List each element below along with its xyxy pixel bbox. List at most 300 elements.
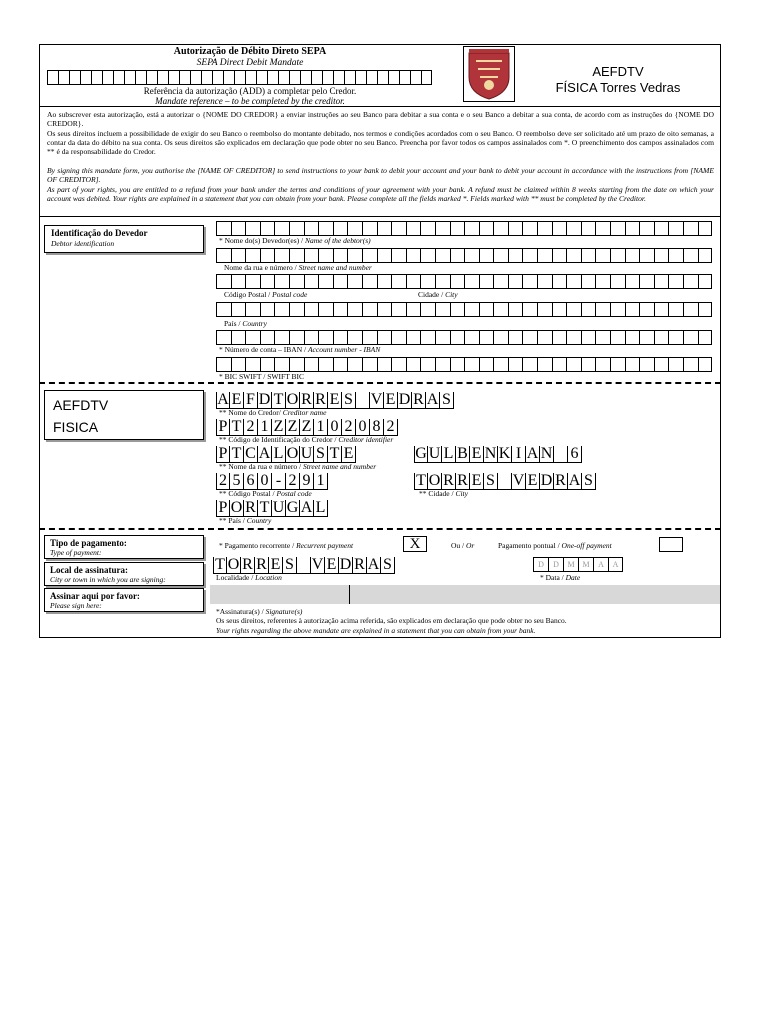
input-cell[interactable]: [508, 357, 523, 372]
input-cell[interactable]: [683, 302, 698, 317]
input-cell[interactable]: [333, 221, 348, 236]
input-cell[interactable]: [318, 274, 333, 289]
input-cell[interactable]: [581, 274, 596, 289]
input-cell[interactable]: [406, 302, 421, 317]
input-cell[interactable]: [216, 330, 231, 345]
input-cell[interactable]: [610, 302, 625, 317]
input-cell[interactable]: [552, 221, 567, 236]
input-cell[interactable]: [223, 70, 234, 85]
input-cell[interactable]: [698, 302, 713, 317]
date-cell[interactable]: M: [563, 557, 578, 572]
input-cell[interactable]: [274, 221, 289, 236]
input-cell[interactable]: [366, 70, 377, 85]
input-cell[interactable]: [450, 302, 465, 317]
input-cell[interactable]: [201, 70, 212, 85]
input-cell[interactable]: [216, 302, 231, 317]
char-cell: D: [398, 391, 411, 408]
input-cell[interactable]: [420, 221, 435, 236]
input-cell[interactable]: [654, 302, 669, 317]
debtor-name-input-2[interactable]: [216, 248, 712, 263]
input-cell[interactable]: [406, 357, 421, 372]
input-cell[interactable]: [625, 302, 640, 317]
input-cell[interactable]: [625, 357, 640, 372]
input-cell[interactable]: [260, 357, 275, 372]
input-cell[interactable]: [668, 330, 683, 345]
input-cell[interactable]: [522, 221, 537, 236]
input-cell[interactable]: [333, 357, 348, 372]
char-cell: A: [217, 391, 229, 408]
char-cell: V: [370, 391, 383, 408]
input-cell[interactable]: [639, 221, 654, 236]
mandate-reference-field[interactable]: [47, 70, 432, 85]
debtor-bic-input[interactable]: [216, 357, 712, 372]
input-cell[interactable]: [231, 248, 246, 263]
input-cell[interactable]: [377, 248, 392, 263]
input-cell[interactable]: [406, 274, 421, 289]
input-cell[interactable]: [333, 70, 344, 85]
input-cell[interactable]: [654, 274, 669, 289]
input-cell[interactable]: [479, 221, 494, 236]
form-title: Autorização de Débito Direto SEPA: [173, 46, 327, 57]
input-cell[interactable]: [274, 248, 289, 263]
input-cell[interactable]: [581, 248, 596, 263]
input-cell[interactable]: [698, 330, 713, 345]
input-cell[interactable]: [212, 70, 223, 85]
debtor-postal-label: Código Postal / Postal code: [224, 290, 308, 299]
input-cell[interactable]: [464, 330, 479, 345]
recurrent-payment-checkbox[interactable]: X: [403, 536, 427, 552]
input-cell[interactable]: [610, 274, 625, 289]
input-cell[interactable]: [698, 274, 713, 289]
char-cell: V: [512, 472, 525, 489]
debtor-postal-city-input[interactable]: [216, 302, 712, 317]
input-cell[interactable]: [377, 330, 392, 345]
input-cell[interactable]: [479, 302, 494, 317]
input-cell[interactable]: [508, 330, 523, 345]
input-cell[interactable]: [362, 274, 377, 289]
signature-divider: [349, 585, 350, 604]
input-cell[interactable]: [157, 70, 168, 85]
input-cell[interactable]: [435, 357, 450, 372]
input-cell[interactable]: [595, 248, 610, 263]
creditor-country-label: ** País / Country: [219, 516, 272, 525]
input-cell[interactable]: [654, 248, 669, 263]
input-cell[interactable]: [683, 274, 698, 289]
input-cell[interactable]: [80, 70, 91, 85]
input-cell[interactable]: [399, 70, 410, 85]
input-cell[interactable]: [581, 302, 596, 317]
input-cell[interactable]: [450, 274, 465, 289]
char-cell: T: [258, 500, 272, 517]
input-cell[interactable]: [391, 274, 406, 289]
input-cell[interactable]: [566, 248, 581, 263]
input-cell[interactable]: [493, 248, 508, 263]
input-cell[interactable]: [668, 248, 683, 263]
input-cell[interactable]: [479, 248, 494, 263]
input-cell[interactable]: [479, 330, 494, 345]
input-cell[interactable]: [289, 248, 304, 263]
char-cell: Z: [300, 419, 314, 436]
input-cell[interactable]: [179, 70, 190, 85]
input-cell[interactable]: [190, 70, 201, 85]
input-cell[interactable]: [260, 330, 275, 345]
input-cell[interactable]: [267, 70, 278, 85]
input-cell[interactable]: [135, 70, 146, 85]
signature-area[interactable]: [210, 585, 720, 604]
input-cell[interactable]: [683, 248, 698, 263]
char-cell: 6: [568, 446, 582, 463]
input-cell[interactable]: [347, 302, 362, 317]
input-cell[interactable]: [610, 248, 625, 263]
input-cell[interactable]: [610, 357, 625, 372]
input-cell[interactable]: [406, 248, 421, 263]
input-cell[interactable]: [391, 302, 406, 317]
input-cell[interactable]: [113, 70, 124, 85]
input-cell[interactable]: [274, 330, 289, 345]
creditor-street-label: ** Nome da rua e número / Street name and number: [219, 462, 377, 471]
input-cell[interactable]: [274, 357, 289, 372]
input-cell[interactable]: [420, 302, 435, 317]
input-cell[interactable]: [377, 274, 392, 289]
input-cell[interactable]: [420, 330, 435, 345]
input-cell[interactable]: [450, 357, 465, 372]
input-cell[interactable]: [508, 248, 523, 263]
input-cell[interactable]: [289, 302, 304, 317]
input-cell[interactable]: [464, 248, 479, 263]
input-cell[interactable]: [245, 221, 260, 236]
creditor-id-value: [216, 419, 398, 435]
input-cell[interactable]: [245, 330, 260, 345]
input-cell[interactable]: [522, 302, 537, 317]
input-cell[interactable]: [311, 70, 322, 85]
input-cell[interactable]: [318, 302, 333, 317]
input-cell[interactable]: [537, 248, 552, 263]
input-cell[interactable]: [260, 302, 275, 317]
input-cell[interactable]: [493, 274, 508, 289]
input-cell[interactable]: [493, 221, 508, 236]
input-cell[interactable]: [450, 330, 465, 345]
creditor-postal-label: ** Código Postal / Postal code: [219, 489, 312, 498]
debtor-iban-input[interactable]: [216, 330, 712, 345]
input-cell[interactable]: [420, 357, 435, 372]
input-cell[interactable]: [245, 357, 260, 372]
input-cell[interactable]: [668, 274, 683, 289]
char-cell: R: [241, 557, 255, 574]
input-cell[interactable]: [522, 330, 537, 345]
input-cell[interactable]: [639, 302, 654, 317]
input-cell[interactable]: [581, 357, 596, 372]
input-cell[interactable]: [216, 357, 231, 372]
input-cell[interactable]: [410, 70, 421, 85]
input-cell[interactable]: [537, 330, 552, 345]
input-cell[interactable]: [304, 274, 319, 289]
char-cell: 2: [384, 419, 398, 436]
input-cell[interactable]: [69, 70, 80, 85]
input-cell[interactable]: [479, 357, 494, 372]
input-cell[interactable]: [102, 70, 113, 85]
char-cell: E: [470, 473, 484, 490]
input-cell[interactable]: [683, 221, 698, 236]
debtor-section-sub: Debtor identification: [51, 239, 115, 248]
input-cell[interactable]: [304, 330, 319, 345]
input-cell[interactable]: [595, 302, 610, 317]
char-cell: T: [230, 446, 244, 463]
debtor-section-title: Identificação do Devedor: [51, 228, 148, 238]
input-cell[interactable]: [552, 248, 567, 263]
input-cell[interactable]: [479, 274, 494, 289]
input-cell[interactable]: [344, 70, 355, 85]
input-cell[interactable]: [274, 274, 289, 289]
input-cell[interactable]: [362, 330, 377, 345]
char-cell: T: [213, 557, 227, 574]
input-cell[interactable]: [698, 357, 713, 372]
input-cell[interactable]: [581, 330, 596, 345]
input-cell[interactable]: [231, 274, 246, 289]
input-cell[interactable]: [552, 302, 567, 317]
input-cell[interactable]: [245, 274, 260, 289]
input-cell[interactable]: [231, 330, 246, 345]
input-cell[interactable]: [639, 248, 654, 263]
input-cell[interactable]: [333, 274, 348, 289]
intro-pt-1: Ao subscrever esta autorização, está a autorizar o {NOME DO CREDOR} a enviar instruções ao seu Banco para debitar a sua conta e o seu Banco a debitar a sua conta, de acordo com as instruções do {NOME DO CREDOR}.: [47, 110, 714, 129]
input-cell[interactable]: [537, 302, 552, 317]
input-cell[interactable]: [362, 357, 377, 372]
input-cell[interactable]: [245, 248, 260, 263]
input-cell[interactable]: [639, 274, 654, 289]
input-cell[interactable]: [347, 274, 362, 289]
input-cell[interactable]: [234, 70, 245, 85]
input-cell[interactable]: [216, 248, 231, 263]
input-cell[interactable]: [698, 221, 713, 236]
input-cell[interactable]: [522, 274, 537, 289]
input-cell[interactable]: [435, 248, 450, 263]
input-cell[interactable]: [391, 357, 406, 372]
input-cell[interactable]: [245, 70, 256, 85]
char-cell: 1: [258, 419, 272, 436]
input-cell[interactable]: [47, 70, 58, 85]
char-cell: C: [244, 446, 258, 463]
input-cell[interactable]: [377, 357, 392, 372]
input-cell[interactable]: [595, 221, 610, 236]
signing-place-title: Local de assinatura:: [50, 565, 129, 575]
input-cell[interactable]: [522, 248, 537, 263]
char-cell: S: [484, 473, 498, 490]
input-cell[interactable]: [537, 274, 552, 289]
char-cell: F: [244, 392, 258, 409]
input-cell[interactable]: [260, 221, 275, 236]
date-input[interactable]: [533, 557, 623, 572]
input-cell[interactable]: [625, 330, 640, 345]
date-cell[interactable]: A: [593, 557, 608, 572]
input-cell[interactable]: [347, 357, 362, 372]
input-cell[interactable]: [668, 357, 683, 372]
oneoff-payment-checkbox[interactable]: [659, 537, 683, 552]
input-cell[interactable]: [625, 221, 640, 236]
char-cell: R: [244, 500, 258, 517]
input-cell[interactable]: [537, 357, 552, 372]
input-cell[interactable]: [552, 330, 567, 345]
input-cell[interactable]: [625, 274, 640, 289]
char-cell: 9: [300, 473, 314, 490]
input-cell[interactable]: [333, 330, 348, 345]
input-cell[interactable]: [377, 302, 392, 317]
input-cell[interactable]: [289, 357, 304, 372]
input-cell[interactable]: [289, 221, 304, 236]
input-cell[interactable]: [508, 221, 523, 236]
creditor-country-value: [216, 500, 328, 516]
input-cell[interactable]: [168, 70, 179, 85]
input-cell[interactable]: [304, 248, 319, 263]
char-cell: T: [414, 473, 428, 490]
input-cell[interactable]: [304, 357, 319, 372]
date-cell[interactable]: D: [548, 557, 563, 572]
input-cell[interactable]: [318, 221, 333, 236]
input-cell[interactable]: [377, 221, 392, 236]
input-cell[interactable]: [58, 70, 69, 85]
input-cell[interactable]: [124, 70, 135, 85]
input-cell[interactable]: [322, 70, 333, 85]
sign-here-sub: Please sign here:: [50, 601, 102, 610]
input-cell[interactable]: [231, 302, 246, 317]
input-cell[interactable]: [289, 70, 300, 85]
input-cell[interactable]: [318, 330, 333, 345]
input-cell[interactable]: [464, 274, 479, 289]
input-cell[interactable]: [435, 302, 450, 317]
input-cell[interactable]: [406, 330, 421, 345]
input-cell[interactable]: [347, 248, 362, 263]
input-cell[interactable]: [464, 221, 479, 236]
input-cell[interactable]: [668, 302, 683, 317]
input-cell[interactable]: [304, 221, 319, 236]
input-cell[interactable]: [377, 70, 388, 85]
input-cell[interactable]: [552, 274, 567, 289]
input-cell[interactable]: [260, 248, 275, 263]
input-cell[interactable]: [231, 357, 246, 372]
date-cell[interactable]: D: [533, 557, 548, 572]
input-cell[interactable]: [91, 70, 102, 85]
input-cell[interactable]: [333, 248, 348, 263]
input-cell[interactable]: [595, 330, 610, 345]
input-cell[interactable]: [435, 221, 450, 236]
input-cell[interactable]: [347, 221, 362, 236]
input-cell[interactable]: [464, 302, 479, 317]
input-cell[interactable]: [245, 302, 260, 317]
input-cell[interactable]: [278, 70, 289, 85]
input-cell[interactable]: [362, 221, 377, 236]
debtor-bic-label: * BIC SWIFT / SWIFT BIC: [219, 372, 304, 381]
input-cell[interactable]: [493, 330, 508, 345]
date-cell[interactable]: M: [578, 557, 593, 572]
input-cell[interactable]: [318, 248, 333, 263]
input-cell[interactable]: [406, 221, 421, 236]
char-cell: -: [272, 473, 286, 490]
creditor-name-label: ** Nome do Credor/ Creditor name: [219, 408, 327, 417]
input-cell[interactable]: [493, 357, 508, 372]
input-cell[interactable]: [388, 70, 399, 85]
input-cell[interactable]: [216, 274, 231, 289]
input-cell[interactable]: [508, 302, 523, 317]
input-cell[interactable]: [256, 70, 267, 85]
input-cell[interactable]: [581, 221, 596, 236]
creditor-postal-value: [216, 473, 328, 489]
input-cell[interactable]: [639, 357, 654, 372]
input-cell[interactable]: [522, 357, 537, 372]
input-cell[interactable]: [493, 302, 508, 317]
char-cell: S: [314, 446, 328, 463]
input-cell[interactable]: [435, 274, 450, 289]
input-cell[interactable]: [420, 274, 435, 289]
debtor-name-input[interactable]: [216, 221, 712, 236]
input-cell[interactable]: [231, 221, 246, 236]
input-cell[interactable]: [552, 357, 567, 372]
input-cell[interactable]: [566, 302, 581, 317]
input-cell[interactable]: [450, 221, 465, 236]
input-cell[interactable]: [362, 302, 377, 317]
debtor-iban-label: * Número de conta – IBAN / Account number - IBAN: [219, 345, 381, 354]
input-cell[interactable]: [333, 302, 348, 317]
input-cell[interactable]: [146, 70, 157, 85]
input-cell[interactable]: [610, 221, 625, 236]
input-cell[interactable]: [355, 70, 366, 85]
input-cell[interactable]: [391, 330, 406, 345]
input-cell[interactable]: [421, 70, 432, 85]
input-cell[interactable]: [639, 330, 654, 345]
input-cell[interactable]: [595, 274, 610, 289]
input-cell[interactable]: [698, 248, 713, 263]
input-cell[interactable]: [347, 330, 362, 345]
char-cell: U: [300, 445, 313, 462]
char-cell: 2: [286, 473, 300, 490]
input-cell[interactable]: [668, 221, 683, 236]
debtor-street-input[interactable]: [216, 274, 712, 289]
input-cell[interactable]: [260, 274, 275, 289]
input-cell[interactable]: [683, 330, 698, 345]
char-cell: D: [339, 556, 352, 573]
cut-line: [39, 528, 721, 530]
creditor-street-value: [216, 446, 356, 462]
input-cell[interactable]: [391, 248, 406, 263]
input-cell[interactable]: [464, 357, 479, 372]
input-cell[interactable]: [391, 221, 406, 236]
input-cell[interactable]: [654, 330, 669, 345]
date-cell[interactable]: A: [608, 557, 623, 572]
input-cell[interactable]: [566, 221, 581, 236]
input-cell[interactable]: [508, 274, 523, 289]
input-cell[interactable]: [216, 221, 231, 236]
input-cell[interactable]: [595, 357, 610, 372]
input-cell[interactable]: [304, 302, 319, 317]
input-cell[interactable]: [683, 357, 698, 372]
input-cell[interactable]: [566, 274, 581, 289]
input-cell[interactable]: [420, 248, 435, 263]
input-cell[interactable]: [450, 248, 465, 263]
input-cell[interactable]: [435, 330, 450, 345]
input-cell[interactable]: [625, 248, 640, 263]
payment-type-sub: Type of payment:: [50, 548, 102, 557]
input-cell[interactable]: [610, 330, 625, 345]
input-cell[interactable]: [566, 357, 581, 372]
input-cell[interactable]: [300, 70, 311, 85]
input-cell[interactable]: [566, 330, 581, 345]
input-cell[interactable]: [362, 248, 377, 263]
input-cell[interactable]: [654, 357, 669, 372]
input-cell[interactable]: [274, 302, 289, 317]
input-cell[interactable]: [289, 274, 304, 289]
input-cell[interactable]: [318, 357, 333, 372]
input-cell[interactable]: [537, 221, 552, 236]
input-cell[interactable]: [654, 221, 669, 236]
input-cell[interactable]: [289, 330, 304, 345]
